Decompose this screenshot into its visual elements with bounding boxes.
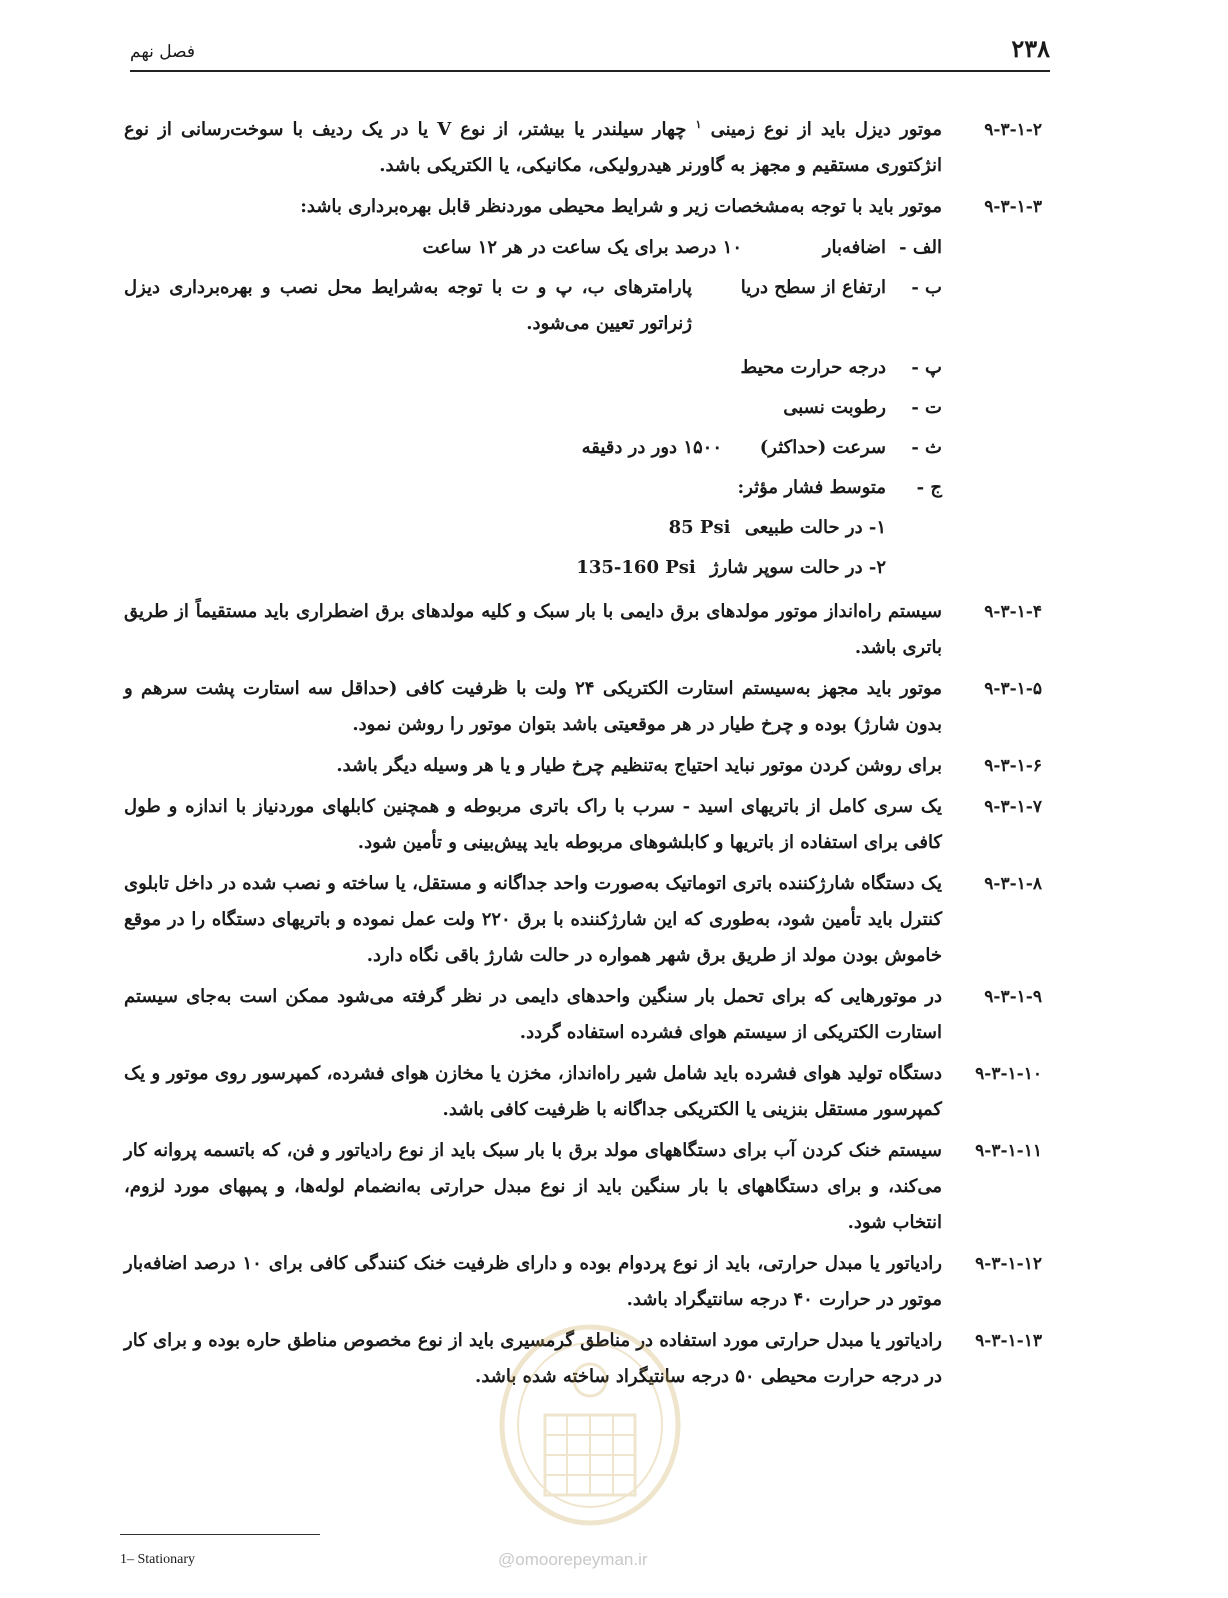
clause-9-3-1-8 (124, 866, 1042, 974)
clause-text: موتور باید با توجه به‌مشخصات زیر و شرایط محیطی موردنظر قابل بهره‌برداری باشد: (300, 196, 942, 217)
clause-9-3-1-13 (124, 1323, 1042, 1395)
clause-text: یک سری کامل از باتریهای اسید - سرب با راک باتری مربوطه و همچنین کابلهای موردنیاز با اندازه و طول کافی برای استفاده از باتریها و کابلشوهای مربوطه باید پیش‌بینی و تأمین شود. (124, 796, 942, 853)
clause-9-3-1-2 (124, 112, 1042, 184)
clause-number: ۹-۳-۱-۵ (984, 679, 1042, 699)
clause-number: ۹-۳-۱-۱۳ (975, 1331, 1042, 1351)
clause-9-3-1-7 (124, 789, 1042, 861)
clause-number: ۹-۳-۱-۷ (984, 797, 1042, 817)
spec-item (124, 350, 942, 390)
clause-text: در موتورهایی که برای تحمل بار سنگین واحدهای دایمی در نظر گرفته می‌شود ممکن است به‌جای سیستم استارت الکتریکی از سیستم هوای فشرده استفاده گردد. (124, 986, 942, 1043)
clause-9-3-1-4 (124, 594, 1042, 666)
clause-9-3-1-12 (124, 1246, 1042, 1318)
clause-text: موتور باید مجهز به‌سیستم استارت الکتریکی ۲۴ ولت با ظرفیت کافی (حداقل سه استارت پشت سرهم و بدون شارژ) بوده و چرخ طیار در هر موقعیتی باشد بتوان موتور را روشن نمود. (124, 678, 942, 735)
spec-item (124, 470, 942, 510)
clause-text: سیستم راه‌انداز موتور مولدهای برق دایمی با بار سبک و کلیه مولدهای برق اضطراری باید مستقیماً از طریق باتری باشد. (124, 601, 942, 658)
clause-9-3-1-9 (124, 979, 1042, 1051)
spec-letter: ث - (911, 437, 942, 458)
footnote: 1– Stationary (120, 1552, 196, 1567)
spec-subitem (124, 550, 942, 590)
clause-9-3-1-11 (124, 1133, 1042, 1241)
spec-label: رطوبت نسبی (783, 397, 886, 418)
page-header (130, 28, 1050, 72)
chapter-title: فصل نهم (130, 42, 196, 62)
subitem-label: ۱- در حالت طبیعی (744, 517, 886, 538)
page-body (124, 112, 1042, 1400)
subitem-value: 85 Psi (668, 517, 731, 538)
footnote-divider (120, 1534, 320, 1535)
clause-9-3-1-6 (124, 748, 1042, 784)
spec-item (124, 230, 942, 270)
clause-text: رادیاتور یا مبدل حرارتی، باید از نوع پردوام بوده و دارای ظرفیت خنک کنندگی کافی برای ۱۰ درصد اضافه‌بار موتور در حرارت ۴۰ درجه سانتیگراد باشد. (124, 1253, 942, 1310)
spec-letter: ب - (911, 277, 942, 298)
clause-9-3-1-5 (124, 671, 1042, 743)
clause-number: ۹-۳-۱-۶ (984, 756, 1042, 776)
spec-value: ۱۰ درصد برای یک ساعت در هر ۱۲ ساعت (422, 237, 742, 258)
clause-text: رادیاتور یا مبدل حرارتی مورد استفاده در مناطق گرمسیری باید از نوع مخصوص مناطق حاره بوده و برای کار در درجه حرارت محیطی ۵۰ درجه سانتیگراد ساخته شده باشد. (124, 1330, 942, 1387)
spec-label: درجه حرارت محیط (740, 357, 886, 378)
spec-label: سرعت (حداکثر) (759, 437, 886, 458)
clause-9-3-1-10 (124, 1056, 1042, 1128)
spec-item (124, 270, 942, 350)
clause-text: سیستم خنک کردن آب برای دستگاههای مولد برق با بار سبک باید از نوع رادیاتور و فن، که باتسمه پروانه کار می‌کند، و برای دستگاههای با بار سنگین باید از نوع مبدل حرارتی به‌انضمام لوله‌ها، و پمپهای مورد لزوم، انتخاب شود. (124, 1140, 942, 1233)
clause-text-part: چهار سیلندر یا بیشتر، از نوع V یا در یک ردیف با سوخت‌رسانی از نوع انژکتوری مستقیم و مجهز به گاورنر هیدرولیکی، مکانیکی، یا الکتریکی باشد. (124, 119, 942, 176)
clause-number: ۹-۳-۱-۱۰ (975, 1064, 1042, 1084)
spec-item (124, 430, 942, 470)
clause-text: برای روشن کردن موتور نباید احتیاج به‌تنظیم چرخ طیار و یا هر وسیله دیگر باشد. (336, 755, 942, 776)
spec-letter: ت - (911, 397, 942, 418)
page-number: ۲۳۸ (1011, 34, 1050, 63)
clause-text: دستگاه تولید هوای فشرده باید شامل شیر راه‌انداز، مخزن یا مخازن هوای فشرده، کمپرسور روی موتور و یک کمپرسور مستقل بنزینی یا الکتریکی جداگانه با ظرفیت کافی باشد. (124, 1063, 942, 1120)
spec-label: ارتفاع از سطح دریا (740, 277, 886, 298)
clause-number: ۹-۳-۱-۳ (984, 197, 1042, 217)
spec-value: ۱۵۰۰ دور در دقیقه (581, 437, 722, 458)
clause-number: ۹-۳-۱-۹ (984, 987, 1042, 1007)
spec-letter: ج - (916, 477, 942, 498)
subitem-value: 135-160 Psi (576, 557, 696, 578)
clause-text: یک دستگاه شارژکننده باتری اتوماتیک به‌صورت واحد جداگانه و مستقل، یا ساخته و نصب شده در داخل تابلوی کنترل باید تأمین شود، به‌طوری که این شارژکننده با برق ۲۲۰ ولت عمل نموده و باتریهای دستگاه را در موقع خاموش بودن مولد از طریق برق شهر همواره در حالت شارژ باقی نگاه دارد. (124, 873, 943, 966)
clause-number: ۹-۳-۱-۱۲ (975, 1254, 1042, 1274)
clause-number: ۹-۳-۱-۱۱ (975, 1141, 1042, 1161)
spec-value: پارامترهای ب، پ و ت با توجه به‌شرایط محل نصب و بهره‌برداری دیزل ژنراتور تعیین می‌شود. (124, 277, 692, 334)
clause-number: ۹-۳-۱-۴ (984, 602, 1042, 622)
subitem-label: ۲- در حالت سوپر شارژ (710, 557, 886, 578)
spec-label: متوسط فشار مؤثر: (737, 477, 886, 498)
spec-letter: الف - (899, 237, 942, 258)
spec-item (124, 390, 942, 430)
clause-number: ۹-۳-۱-۸ (984, 874, 1042, 894)
spec-list (124, 230, 1038, 590)
spec-label: اضافه‌بار (822, 237, 886, 258)
clause-text (124, 112, 942, 184)
clause-number: ۹-۳-۱-۲ (984, 120, 1042, 140)
clause-text-part: موتور دیزل باید از نوع زمینی (710, 119, 942, 140)
spec-letter: پ - (911, 357, 942, 378)
watermark-text: @omoorepeyman.ir (498, 1550, 648, 1569)
clause-9-3-1-3 (124, 189, 1042, 225)
spec-subitem (124, 510, 942, 550)
footnote-marker: ۱ (695, 118, 702, 131)
